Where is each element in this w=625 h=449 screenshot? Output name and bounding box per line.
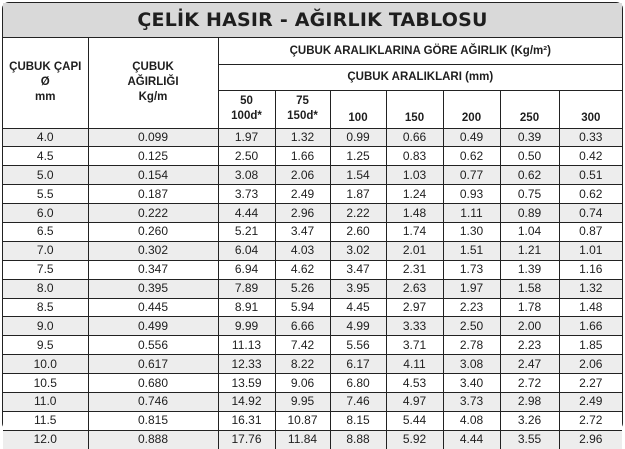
area-weight-cell: 4.44 [443,430,500,448]
area-weight-cell: 2.22 [330,204,386,223]
area-weight-cell: 0.33 [559,128,622,147]
area-weight-cell: 13.59 [218,374,275,393]
diameter-cell: 6.0 [3,204,88,223]
area-weight-cell: 7.42 [275,336,330,355]
area-weight-cell: 2.72 [500,374,559,393]
area-weight-cell: 1.58 [500,279,559,298]
area-weight-cell: 7.46 [330,392,386,411]
area-weight-cell: 1.66 [559,317,622,336]
area-weight-cell: 1.32 [559,279,622,298]
area-weight-cell: 0.89 [500,204,559,223]
weight-cell: 0.395 [88,279,218,298]
table-row [3,355,622,374]
diameter-cell: 4.0 [3,128,88,147]
diameter-cell: 7.0 [3,241,88,260]
area-weight-cell: 0.99 [330,128,386,147]
area-weight-cell: 1.11 [443,204,500,223]
diameter-cell: 9.0 [3,317,88,336]
area-weight-cell: 1.87 [330,185,386,204]
weight-cell: 0.222 [88,204,218,223]
weight-cell: 0.347 [88,260,218,279]
area-weight-cell: 2.50 [218,147,275,166]
area-weight-cell: 8.15 [330,411,386,430]
table-row [3,204,622,223]
area-weight-cell: 2.23 [443,298,500,317]
weight-cell: 0.445 [88,298,218,317]
weight-cell: 0.680 [88,374,218,393]
table-row [3,185,622,204]
area-weight-cell: 1.48 [386,204,443,223]
diameter-cell: 9.5 [3,336,88,355]
diameter-cell: 4.5 [3,147,88,166]
area-weight-cell: 0.87 [559,222,622,241]
area-weight-cell: 4.03 [275,241,330,260]
weight-cell: 0.260 [88,222,218,241]
area-weight-cell: 12.33 [218,355,275,374]
area-weight-cell: 1.85 [559,336,622,355]
area-weight-cell: 0.42 [559,147,622,166]
area-weight-cell: 2.96 [275,204,330,223]
table-row [3,279,622,298]
spacing-col-header: 250 [500,90,559,128]
area-weight-cell: 4.62 [275,260,330,279]
table-row [3,147,622,166]
diameter-cell: 8.5 [3,298,88,317]
area-weight-cell: 11.13 [218,336,275,355]
area-weight-cell: 1.78 [500,298,559,317]
diameter-cell: 11.5 [3,411,88,430]
spacing-weight-group-header: ÇUBUK ARALIKLARINA GÖRE AĞIRLIK (Kg/m²) [218,38,622,64]
weight-cell: 0.099 [88,128,218,147]
table-row [3,317,622,336]
weight-cell: 0.556 [88,336,218,355]
diameter-cell: 12.0 [3,430,88,448]
area-weight-cell: 5.21 [218,222,275,241]
area-weight-cell: 0.83 [386,147,443,166]
area-weight-cell: 3.55 [500,430,559,448]
area-weight-cell: 2.60 [330,222,386,241]
area-weight-cell: 8.91 [218,298,275,317]
weight-cell: 0.888 [88,430,218,448]
area-weight-cell: 10.87 [275,411,330,430]
diameter-cell: 6.5 [3,222,88,241]
area-weight-cell: 0.93 [443,185,500,204]
area-weight-cell: 1.24 [386,185,443,204]
weight-cell: 0.746 [88,392,218,411]
weight-cell: 0.125 [88,147,218,166]
area-weight-cell: 1.01 [559,241,622,260]
area-weight-cell: 2.78 [443,336,500,355]
area-weight-cell: 4.53 [386,374,443,393]
area-weight-cell: 4.11 [386,355,443,374]
area-weight-cell: 2.49 [275,185,330,204]
diameter-cell: 10.0 [3,355,88,374]
weight-cell: 0.154 [88,166,218,185]
weight-cell: 0.187 [88,185,218,204]
area-weight-cell: 2.63 [386,279,443,298]
weight-cell: 0.617 [88,355,218,374]
area-weight-cell: 2.97 [386,298,443,317]
area-weight-cell: 2.72 [559,411,622,430]
table-row [3,430,622,448]
area-weight-cell: 1.51 [443,241,500,260]
table-row [3,336,622,355]
spacing-col-header: 75 150d* [275,90,330,128]
area-weight-cell: 2.47 [500,355,559,374]
area-weight-cell: 6.17 [330,355,386,374]
area-weight-cell: 8.88 [330,430,386,448]
diameter-cell: 5.0 [3,166,88,185]
area-weight-cell: 2.00 [500,317,559,336]
area-weight-cell: 4.44 [218,204,275,223]
diameter-cell: 5.5 [3,185,88,204]
area-weight-cell: 1.48 [559,298,622,317]
area-weight-cell: 3.40 [443,374,500,393]
area-weight-cell: 1.04 [500,222,559,241]
area-weight-cell: 8.22 [275,355,330,374]
area-weight-cell: 1.97 [218,128,275,147]
area-weight-cell: 17.76 [218,430,275,448]
area-weight-cell: 0.51 [559,166,622,185]
spacing-header: ÇUBUK ARALIKLARI (mm) [218,64,622,90]
area-weight-cell: 7.89 [218,279,275,298]
area-weight-cell: 1.25 [330,147,386,166]
area-weight-cell: 5.26 [275,279,330,298]
area-weight-cell: 9.06 [275,374,330,393]
spacing-col-header: 50 100d* [218,90,275,128]
area-weight-cell: 3.47 [330,260,386,279]
area-weight-cell: 0.75 [500,185,559,204]
area-weight-cell: 6.04 [218,241,275,260]
area-weight-cell: 0.62 [559,185,622,204]
area-weight-cell: 4.08 [443,411,500,430]
area-weight-cell: 4.45 [330,298,386,317]
area-weight-cell: 0.66 [386,128,443,147]
area-weight-cell: 5.44 [386,411,443,430]
spacing-col-header: 100 [330,90,386,128]
area-weight-cell: 3.47 [275,222,330,241]
weight-cell: 0.302 [88,241,218,260]
diameter-cell: 8.0 [3,279,88,298]
spacing-col-header: 300 [559,90,622,128]
area-weight-cell: 0.62 [443,147,500,166]
area-weight-cell: 2.06 [559,355,622,374]
area-weight-cell: 5.56 [330,336,386,355]
area-weight-cell: 2.06 [275,166,330,185]
table-header [3,38,622,128]
area-weight-cell: 1.30 [443,222,500,241]
area-weight-cell: 2.01 [386,241,443,260]
weight-table [3,38,622,449]
area-weight-cell: 0.77 [443,166,500,185]
area-weight-cell: 3.08 [218,166,275,185]
diameter-cell: 10.5 [3,374,88,393]
area-weight-cell: 1.73 [443,260,500,279]
table-row [3,128,622,147]
area-weight-cell: 4.97 [386,392,443,411]
area-weight-cell: 3.08 [443,355,500,374]
area-weight-cell: 1.03 [386,166,443,185]
table-title: ÇELİK HASIR - AĞIRLIK TABLOSU [3,3,622,38]
area-weight-cell: 2.98 [500,392,559,411]
area-weight-cell: 3.73 [218,185,275,204]
area-weight-cell: 4.99 [330,317,386,336]
area-weight-cell: 3.73 [443,392,500,411]
area-weight-cell: 1.74 [386,222,443,241]
area-weight-cell: 1.16 [559,260,622,279]
table-row [3,374,622,393]
table-row [3,260,622,279]
diameter-cell: 7.5 [3,260,88,279]
diameter-cell: 11.0 [3,392,88,411]
weight-table-card [2,2,623,447]
area-weight-cell: 11.84 [275,430,330,448]
area-weight-cell: 0.39 [500,128,559,147]
area-weight-cell: 0.62 [500,166,559,185]
area-weight-cell: 2.96 [559,430,622,448]
area-weight-cell: 3.33 [386,317,443,336]
diameter-header: ÇUBUK ÇAPI Ø mm [3,38,88,128]
spacing-col-header: 150 [386,90,443,128]
table-row [3,166,622,185]
area-weight-cell: 9.99 [218,317,275,336]
table-row [3,222,622,241]
area-weight-cell: 3.95 [330,279,386,298]
weight-cell: 0.815 [88,411,218,430]
area-weight-cell: 2.23 [500,336,559,355]
area-weight-cell: 6.80 [330,374,386,393]
area-weight-cell: 1.54 [330,166,386,185]
area-weight-cell: 16.31 [218,411,275,430]
area-weight-cell: 1.97 [443,279,500,298]
area-weight-cell: 2.49 [559,392,622,411]
area-weight-cell: 14.92 [218,392,275,411]
area-weight-cell: 2.50 [443,317,500,336]
spacing-col-header: 200 [443,90,500,128]
area-weight-cell: 9.95 [275,392,330,411]
area-weight-cell: 3.26 [500,411,559,430]
area-weight-cell: 0.49 [443,128,500,147]
area-weight-cell: 2.31 [386,260,443,279]
table-body [3,128,622,449]
area-weight-cell: 1.32 [275,128,330,147]
area-weight-cell: 1.39 [500,260,559,279]
table-row [3,241,622,260]
area-weight-cell: 5.94 [275,298,330,317]
area-weight-cell: 6.94 [218,260,275,279]
area-weight-cell: 3.02 [330,241,386,260]
area-weight-cell: 1.21 [500,241,559,260]
table-row [3,298,622,317]
table-row [3,392,622,411]
weight-header: ÇUBUK AĞIRLIĞI Kg/m [88,38,218,128]
weight-cell: 0.499 [88,317,218,336]
area-weight-cell: 1.66 [275,147,330,166]
area-weight-cell: 6.66 [275,317,330,336]
area-weight-cell: 3.71 [386,336,443,355]
area-weight-cell: 5.92 [386,430,443,448]
area-weight-cell: 0.74 [559,204,622,223]
area-weight-cell: 0.50 [500,147,559,166]
area-weight-cell: 2.27 [559,374,622,393]
table-row [3,411,622,430]
